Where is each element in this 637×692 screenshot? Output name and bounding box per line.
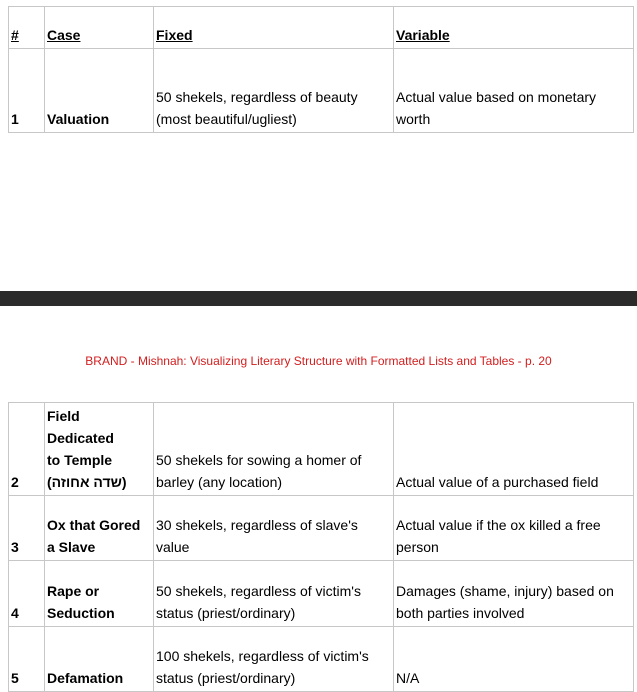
fixed-line: 50 shekels, regardless of victim's bbox=[156, 583, 361, 599]
case-line: Seduction bbox=[47, 605, 115, 621]
case-line: to Temple bbox=[47, 452, 113, 468]
comparison-table-page-1 bbox=[8, 6, 634, 133]
row-fixed bbox=[154, 561, 394, 627]
row-fixed bbox=[154, 627, 394, 692]
header-number: # bbox=[9, 7, 45, 49]
case-line: Defamation bbox=[47, 670, 124, 686]
row-case bbox=[45, 561, 154, 627]
case-line: Rape or bbox=[47, 583, 100, 599]
fixed-line: 50 shekels, regardless of beauty bbox=[156, 89, 358, 105]
row-variable bbox=[394, 403, 634, 496]
row-number: 4 bbox=[9, 561, 45, 627]
row-variable bbox=[394, 561, 634, 627]
row-number: 2 bbox=[9, 403, 45, 496]
fixed-line: status (priest/ordinary) bbox=[156, 605, 296, 621]
table-row bbox=[9, 496, 634, 561]
table-row bbox=[9, 627, 634, 692]
variable-line: Damages (shame, injury) based on bbox=[396, 583, 614, 599]
fixed-line: 30 shekels, regardless of slave's bbox=[156, 517, 358, 533]
row-case bbox=[45, 403, 154, 496]
variable-line: Actual value if the ox killed a free bbox=[396, 517, 601, 533]
row-fixed bbox=[154, 403, 394, 496]
case-line: Valuation bbox=[47, 111, 110, 127]
row-variable bbox=[394, 627, 634, 692]
page-separator-bar bbox=[0, 291, 637, 306]
variable-line: person bbox=[396, 539, 439, 555]
variable-line: Actual value of a purchased field bbox=[396, 474, 599, 490]
case-line: a Slave bbox=[47, 539, 96, 555]
case-line: Field Dedicated bbox=[47, 408, 114, 446]
row-variable bbox=[394, 496, 634, 561]
row-case bbox=[45, 496, 154, 561]
row-number: 3 bbox=[9, 496, 45, 561]
page-footer: BRAND - Mishnah: Visualizing Literary Structure with Formatted Lists and Tables - p. 20 bbox=[85, 354, 552, 368]
row-number: 5 bbox=[9, 627, 45, 692]
header-row bbox=[9, 7, 634, 49]
header-fixed: Fixed bbox=[154, 7, 394, 49]
variable-line: Actual value based on monetary bbox=[396, 89, 597, 105]
table-row bbox=[9, 49, 634, 133]
row-number: 1 bbox=[9, 49, 45, 133]
table-row bbox=[9, 403, 634, 496]
row-fixed bbox=[154, 49, 394, 133]
row-variable bbox=[394, 49, 634, 133]
fixed-line: value bbox=[156, 539, 190, 555]
fixed-line: barley (any location) bbox=[156, 474, 283, 490]
variable-line: worth bbox=[396, 111, 431, 127]
variable-line: both parties involved bbox=[396, 605, 525, 621]
comparison-table-page-2 bbox=[8, 402, 634, 692]
row-fixed bbox=[154, 496, 394, 561]
case-line: Ox that Gored bbox=[47, 517, 141, 533]
variable-line: N/A bbox=[396, 670, 420, 686]
table-row bbox=[9, 561, 634, 627]
fixed-line: status (priest/ordinary) bbox=[156, 670, 296, 686]
fixed-line: 50 shekels for sowing a homer of bbox=[156, 452, 362, 468]
row-case bbox=[45, 49, 154, 133]
header-case: Case bbox=[45, 7, 154, 49]
header-variable: Variable bbox=[394, 7, 634, 49]
fixed-line: 100 shekels, regardless of victim's bbox=[156, 648, 369, 664]
row-case bbox=[45, 627, 154, 692]
fixed-line: (most beautiful/ugliest) bbox=[156, 111, 297, 127]
case-line-hebrew: (שדה אחוזה) bbox=[47, 474, 127, 490]
